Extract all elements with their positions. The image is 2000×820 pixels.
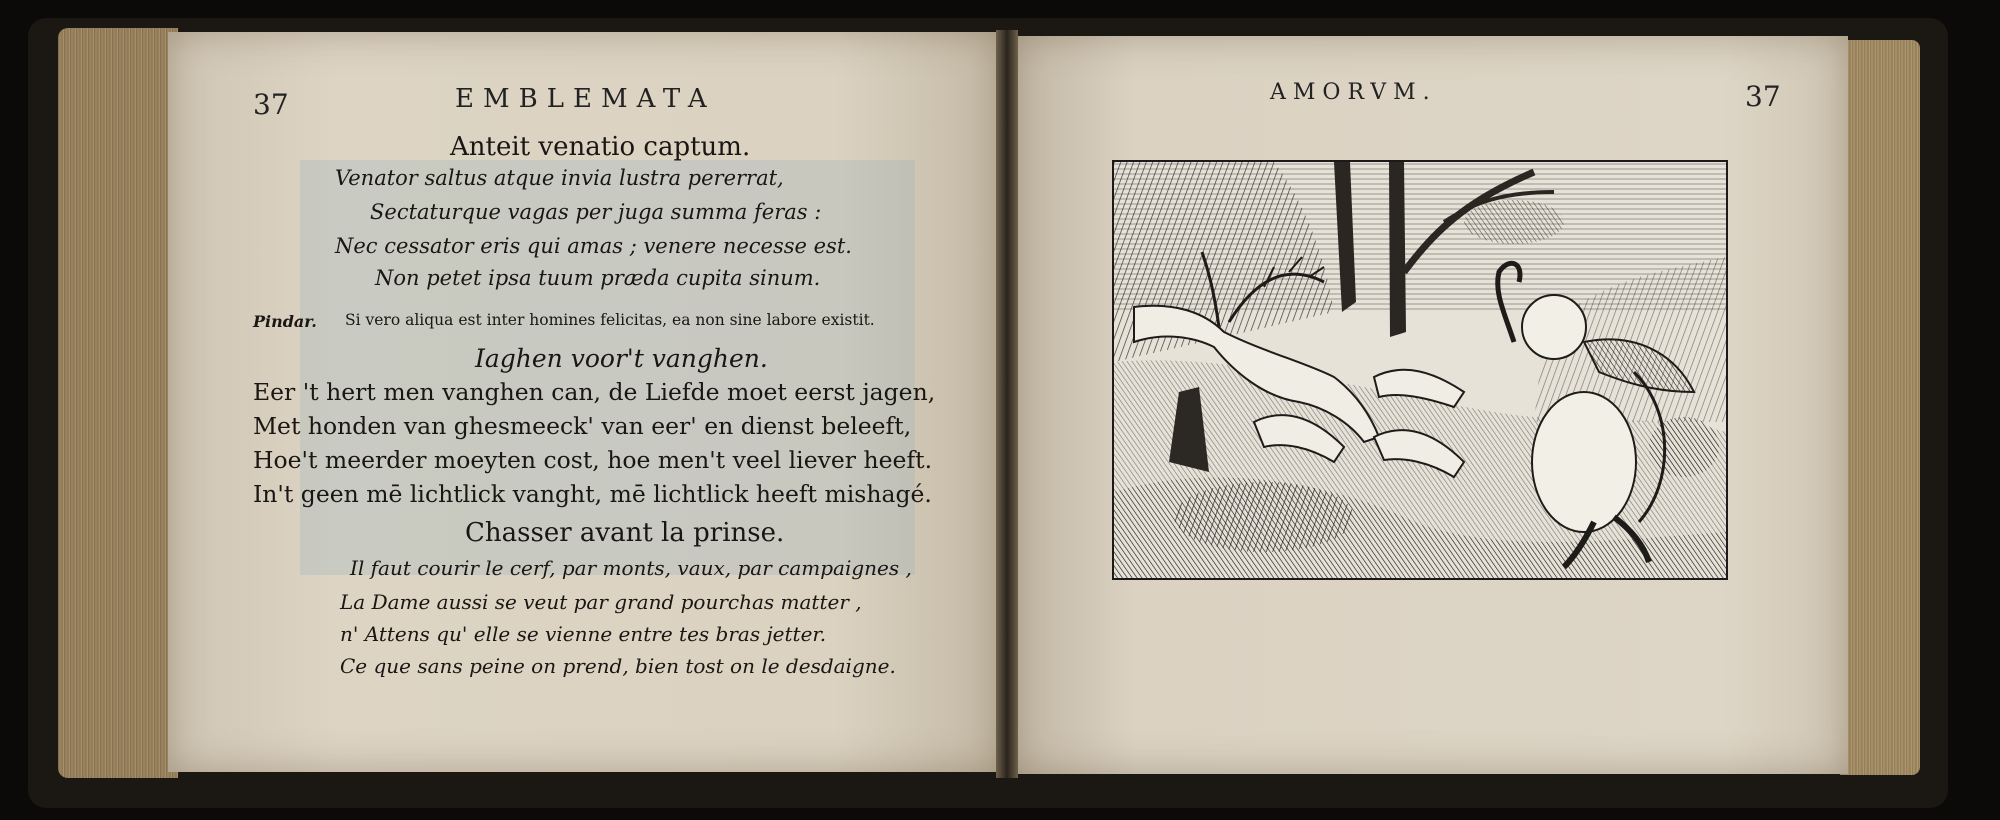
- right-page-number: 37: [1745, 80, 1781, 113]
- latin-motto: Anteit venatio captum.: [450, 132, 751, 162]
- left-page-number: 37: [253, 88, 289, 121]
- dutch-verse-line-4: In't geen mē lichtlick vanght, mē lichtlick heeft mishagé.: [253, 480, 932, 508]
- french-motto: Chasser avant la prinse.: [465, 518, 785, 548]
- french-verse-line-3: n' Attens qu' elle se vienne entre tes bras jetter.: [340, 622, 827, 646]
- latin-verse-line-3: Nec cessator eris qui amas ; venere necesse est.: [335, 234, 852, 258]
- latin-verse-line-4: Non petet ipsa tuum præda cupita sinum.: [375, 266, 821, 290]
- book-gutter: [996, 30, 1018, 778]
- left-running-head: EMBLEMATA: [455, 84, 716, 114]
- latin-verse-line-1: Venator saltus atque invia lustra pererrat,: [335, 166, 784, 190]
- right-page-edges: [1840, 40, 1920, 775]
- dutch-verse-line-3: Hoe't meerder moeyten cost, hoe men't veel liever heeft.: [253, 446, 933, 474]
- latin-verse-line-2: Sectaturque vagas per juga summa feras :: [370, 200, 822, 224]
- citation-text: Si vero aliqua est inter homines felicitas, ea non sine labore existit.: [345, 311, 875, 329]
- left-page-edges: [58, 28, 178, 778]
- french-verse-line-2: La Dame aussi se veut par grand pourchas matter ,: [340, 590, 862, 614]
- dutch-motto: Iaghen voor't vanghen.: [475, 344, 768, 373]
- emblem-engraving: [1112, 160, 1728, 580]
- citation-author: Pindar.: [253, 312, 317, 331]
- french-verse-line-4: Ce que sans peine on prend, bien tost on le desdaigne.: [340, 654, 896, 678]
- right-running-head: AMORVM.: [1270, 80, 1437, 105]
- dutch-verse-line-2: Met honden van ghesmeeck' van eer' en dienst beleeft,: [253, 412, 912, 440]
- french-verse-line-1: Il faut courir le cerf, par monts, vaux, par campaignes ,: [350, 556, 912, 580]
- dutch-verse-line-1: Eer 't hert men vanghen can, de Liefde moet eerst jagen,: [253, 378, 936, 406]
